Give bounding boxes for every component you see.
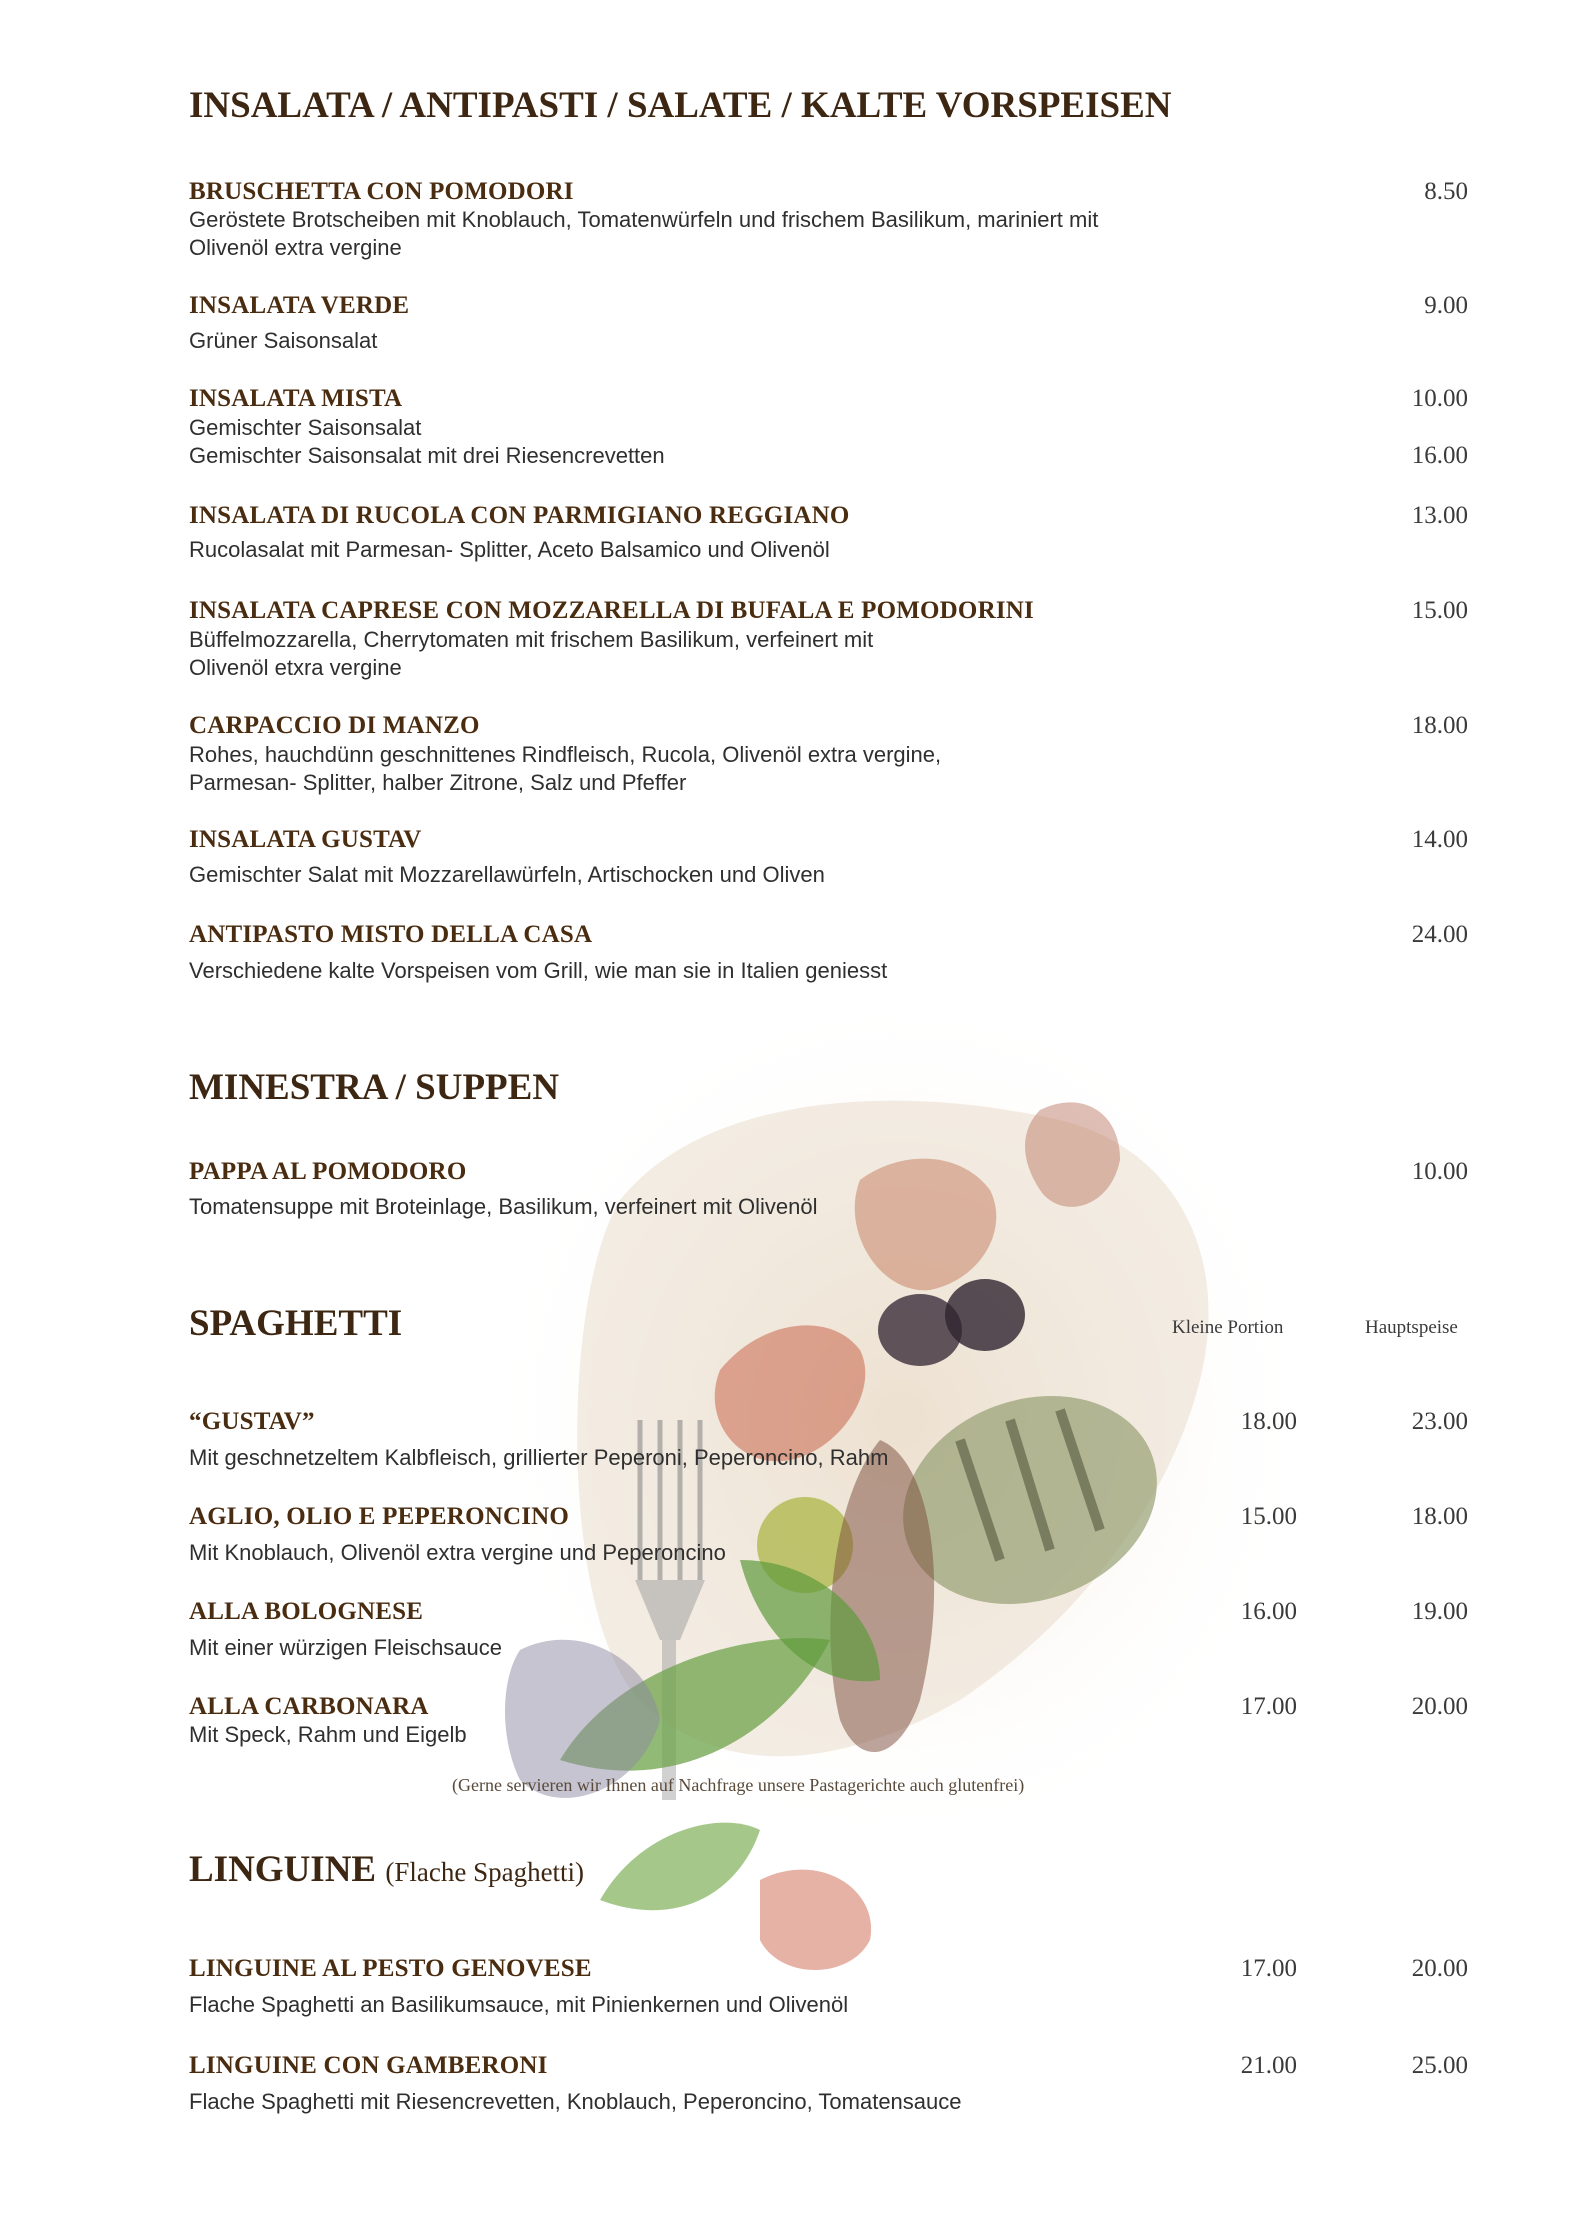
item-description: Olivenöl etxra vergine [189,655,402,680]
item-price-main: 18.00 [1411,1503,1468,1530]
column-header-main: Hauptspeise [1365,1317,1458,1338]
item-price: 13.00 [1411,502,1468,529]
item-title: “GUSTAV” [189,1408,315,1435]
item-price: 24.00 [1411,921,1468,948]
item-title: PAPPA AL POMODORO [189,1158,467,1185]
item-description: Flache Spaghetti an Basilikumsauce, mit Pinienkernen und Olivenöl [189,1992,849,2017]
item-price: 9.00 [1424,292,1468,319]
item-description: Tomatensuppe mit Broteinlage, Basilikum, verfeinert mit Olivenöl [189,1194,818,1219]
item-description: Büffelmozzarella, Cherrytomaten mit frischem Basilikum, verfeinert mit [189,627,874,652]
item-description: Gemischter Saisonsalat mit drei Riesencrevetten [189,443,665,468]
item-description: Geröstete Brotscheiben mit Knoblauch, Tomatenwürfeln und frischem Basilikum, mariniert mit [189,207,1099,232]
item-price: 10.00 [1411,1158,1468,1185]
item-title: AGLIO, OLIO E PEPERONCINO [189,1503,570,1530]
item-title: LINGUINE CON GAMBERONI [189,2052,548,2079]
item-price-small: 18.00 [1240,1408,1297,1435]
item-description: Verschiedene kalte Vorspeisen vom Grill, wie man sie in Italien geniesst [189,958,888,983]
item-description: Olivenöl extra vergine [189,235,402,260]
item-description: Mit geschnetzeltem Kalbfleisch, grillierter Peperoni, Peperoncino, Rahm [189,1445,889,1470]
item-price-main: 23.00 [1411,1408,1468,1435]
item-title: ALLA BOLOGNESE [189,1598,424,1625]
item-title: INSALATA GUSTAV [189,826,422,853]
item-title: INSALATA VERDE [189,292,410,319]
item-description: Grüner Saisonsalat [189,328,378,353]
item-title: INSALATA CAPRESE CON MOZZARELLA DI BUFALA E POMODORINI [189,597,1034,624]
item-price-small: 16.00 [1240,1598,1297,1625]
item-description: Gemischter Saisonsalat [189,415,422,440]
item-price-small: 21.00 [1240,2052,1297,2079]
item-title: BRUSCHETTA CON POMODORI [189,178,574,205]
item-price-secondary: 16.00 [1411,442,1468,469]
item-title: ALLA CARBONARA [189,1693,429,1720]
item-price-small: 17.00 [1240,1693,1297,1720]
item-description: Mit Knoblauch, Olivenöl extra vergine und Peperoncino [189,1540,726,1565]
column-header-small: Kleine Portion [1172,1317,1284,1338]
linguine-heading-text: LINGUINE [189,1849,377,1890]
section-heading-spaghetti: SPAGHETTI [189,1303,403,1344]
item-price: 14.00 [1411,826,1468,853]
section-heading-soups: MINESTRA / SUPPEN [189,1067,560,1108]
item-price: 10.00 [1411,385,1468,412]
item-price-main: 19.00 [1411,1598,1468,1625]
item-description: Flache Spaghetti mit Riesencrevetten, Knoblauch, Peperoncino, Tomatensauce [189,2089,962,2114]
section-heading-linguine [189,1848,584,1891]
item-description: Mit Speck, Rahm und Eigelb [189,1722,467,1747]
item-description: Mit einer würzigen Fleischsauce [189,1635,503,1660]
item-price-main: 25.00 [1411,2052,1468,2079]
item-price: 18.00 [1411,712,1468,739]
item-description: Gemischter Salat mit Mozzarellawürfeln, Artischocken und Oliven [189,862,825,887]
item-price-main: 20.00 [1411,1955,1468,1982]
item-price: 15.00 [1411,597,1468,624]
item-price-main: 20.00 [1411,1693,1468,1720]
item-price-small: 15.00 [1240,1503,1297,1530]
item-description: Rohes, hauchdünn geschnittenes Rindfleisch, Rucola, Olivenöl extra vergine, [189,742,942,767]
item-description: Parmesan- Splitter, halber Zitrone, Salz und Pfeffer [189,770,687,795]
item-title: LINGUINE AL PESTO GENOVESE [189,1955,592,1982]
item-price: 8.50 [1424,178,1468,205]
item-title: CARPACCIO DI MANZO [189,712,480,739]
item-price-small: 17.00 [1240,1955,1297,1982]
linguine-subheading: (Flache Spaghetti) [385,1857,585,1887]
item-title: INSALATA MISTA [189,385,403,412]
item-description: Rucolasalat mit Parmesan- Splitter, Aceto Balsamico und Olivenöl [189,537,830,562]
item-title: INSALATA DI RUCOLA CON PARMIGIANO REGGIANO [189,502,850,529]
item-title: ANTIPASTO MISTO DELLA CASA [189,921,593,948]
gluten-free-note: (Gerne servieren wir Ihnen auf Nachfrage unsere Pastagerichte auch glutenfrei) [452,1775,1025,1795]
section-heading-salads: INSALATA / ANTIPASTI / SALATE / KALTE VORSPEISEN [189,85,1172,126]
